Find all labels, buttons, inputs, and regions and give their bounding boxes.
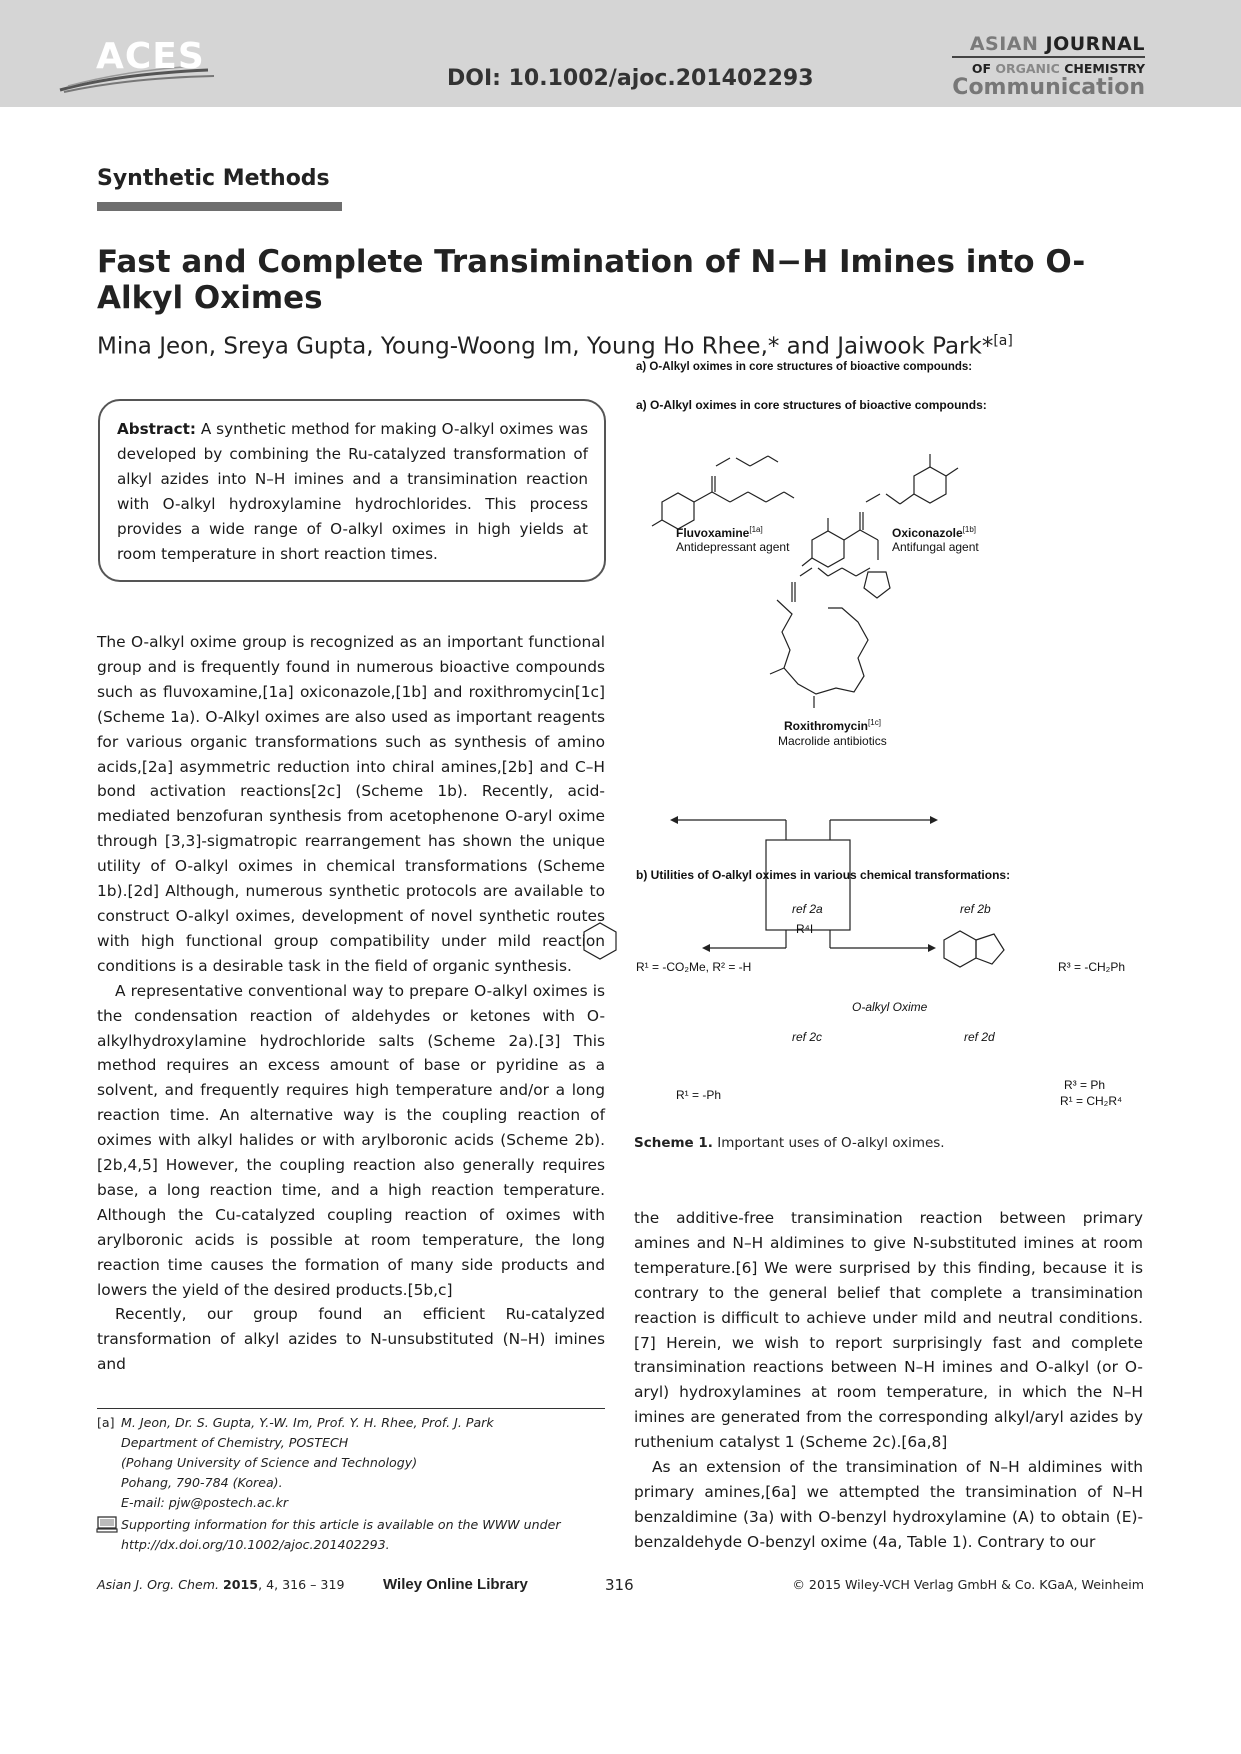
journal-word-organic: ORGANIC (995, 61, 1060, 76)
supporting-info-text: Supporting information for this article is available on the WWW under (121, 1517, 561, 1532)
authors-affiliation-mark: [a] (993, 333, 1013, 349)
scheme-labels (632, 400, 1147, 1135)
author-list (97, 333, 1013, 360)
ref-2c-condition: R¹ = -Ph (676, 1088, 722, 1102)
footnote-address: Pohang, 790-784 (Korea). (121, 1475, 283, 1490)
fluvoxamine-ref: [1a] (749, 525, 763, 534)
authors-text: Mina Jeon, Sreya Gupta, Young-Woong Im, Young Ho Rhee,* and Jaiwook Park* (97, 333, 994, 360)
journal-word-asian: ASIAN (969, 33, 1046, 55)
ref-2d-label: ref 2d (964, 1030, 995, 1044)
abstract-paragraph (117, 417, 588, 567)
body-paragraph-3: Recently, our group found an efficient Ru-catalyzed transformation of alkyl azides to N-unsubstituted (N–H) imines and (97, 1305, 605, 1374)
scheme-caption-text: Important uses of O-alkyl oximes. (712, 1135, 945, 1151)
body-paragraph-2: A representative conventional way to prepare O-alkyl oximes is the condensation reaction of aldehydes or ketones with O-alkylhydroxylamine hydrochloride salts (Scheme 2a).[3] This method requires an excess amount of base or pyridine as a solvent, and frequently requires high temperature and/or a long reaction time. An alternative way is the coupling reaction of oximes with alkyl halides or with arylboronic acids (Scheme 2b).[2b,4,5] However, the coupling reaction also generally requires base, a long reaction time, and a high reaction temperature. Although the Cu-catalyzed coupling reaction of oximes with arylboronic acids is possible at room temperature, the long reaction time causes the formation of many side products and lowers the yield of the desired products.[5b,c] (97, 981, 605, 1299)
abstract-label: Abstract: (117, 420, 197, 438)
footnote-department: Department of Chemistry, POSTECH (121, 1435, 349, 1450)
roxithromycin-use: Macrolide antibiotics (778, 734, 887, 748)
abstract-box (98, 399, 606, 582)
affiliation-footnote (97, 1413, 605, 1555)
oxiconazole-name: Oxiconazole (892, 526, 963, 540)
roxithromycin-ref: [1c] (868, 718, 881, 727)
section-label: Synthetic Methods (97, 166, 330, 191)
wiley-online-library[interactable]: Wiley Online Library (383, 1576, 528, 1593)
ref-2a-reagent: R⁴I (796, 922, 814, 936)
body-paragraph-1: The O-alkyl oxime group is recognized as an important functional group and is frequently found in numerous bioactive compounds such as fluvoxamine,[1a] oxiconazole,[1b] and roxithromycin[1c] (Scheme 1a). O-Alkyl oximes are also used as important reagents for various organic transformations such as synthesis of amino acids,[2a] asymmetric reduction into chiral amines,[2b] and C–H bond activation reactions[2c] (Scheme 1b). Recently, acid-mediated benzofuran synthesis from acetophenone O-aryl oxime through [3,3]-sigmatropic rearrangement has shown the unique utility of O-alkyl oximes in chemical transformations (Scheme 1b).[2d] Although, numerous synthetic protocols are available to construct O-alkyl oximes, development of novel synthetic routes with high functional group compatibility under mild reaction conditions is a desirable task in the field of organic synthesis. (97, 633, 605, 975)
journal-word-journal: JOURNAL (1045, 33, 1145, 55)
footer-volume-pages: , 4, 316 – 319 (258, 1577, 345, 1592)
ref-2d-condition-1: R³ = Ph (1064, 1078, 1106, 1092)
ref-2b-condition: R³ = -CH₂Ph (1058, 960, 1126, 974)
body-right-column (634, 1206, 1143, 1555)
abstract-text: A synthetic method for making O-alkyl oximes was developed by combining the Ru-catalyzed transformation of alkyl azides into N–H imines and a transimination reaction with O-alkyl hydroxylamine hydrochlorides. This process provides a wide range of O-alkyl oximes in high yields at room temperature in short reaction times. (117, 420, 588, 563)
ref-2a-label: ref 2a (792, 902, 823, 916)
journal-brand (952, 33, 1145, 100)
footnote-email[interactable]: E-mail: pjw@postech.ac.kr (121, 1495, 289, 1510)
footnote-authors: M. Jeon, Dr. S. Gupta, Y.-W. Im, Prof. Y. H. Rhee, Prof. J. Park (121, 1415, 494, 1430)
roxithromycin-name: Roxithromycin (784, 719, 869, 733)
oxiconazole-use: Antifungal agent (892, 540, 979, 554)
article-title: Fast and Complete Transimination of N−H Imines into O-Alkyl Oximes (97, 244, 1086, 316)
doi: DOI: 10.1002/ajoc.201402293 (447, 66, 814, 91)
ref-2d-condition-2: R¹ = CH₂R⁴ (1060, 1094, 1123, 1108)
aces-logo: ACES (96, 36, 205, 77)
section-divider (97, 202, 342, 211)
body-left-column (97, 630, 605, 1377)
oxime-center-label: O-alkyl Oxime (852, 1000, 928, 1014)
oxiconazole-ref: [1b] (962, 525, 977, 534)
supporting-info-link[interactable]: http://dx.doi.org/10.1002/ajoc.201402293. (121, 1537, 390, 1552)
scheme-1-caption (634, 1135, 945, 1151)
scheme-b-heading: b) Utilities of O-alkyl oximes in various chemical transformations: (636, 868, 1011, 882)
footnote-university: (Pohang University of Science and Technology) (121, 1455, 418, 1470)
fluvoxamine-use: Antidepressant agent (676, 540, 790, 554)
computer-icon (97, 1516, 117, 1533)
page-number: 316 (605, 1576, 634, 1594)
body-right-paragraph-1: the additive-free transimination reaction between primary amines and N–H aldimines to give N-substituted imines at room temperature.[6] We were surprised by this finding, because it is contrary to the general belief that complete a transimination reaction is difficult to achieve under mild and neutral conditions.[7] Herein, we wish to report surprisingly fast and complete transimination reactions between N–H imines and O-alkyl (or O-aryl) hydroxylamines at room temperature, in which the N–H imines are generated from the corresponding alkyl/aryl azides by ruthenium catalyst 1 (Scheme 2c).[6a,8] (634, 1209, 1143, 1452)
footer-citation (97, 1577, 344, 1592)
scheme-a-title: a) O-Alkyl oximes in core structures of bioactive compounds: (636, 361, 973, 373)
journal-word-of: OF (971, 61, 996, 76)
copyright: © 2015 Wiley-VCH Verlag GmbH & Co. KGaA, Weinheim (792, 1577, 1144, 1592)
scheme-caption-label: Scheme 1. (634, 1135, 713, 1151)
footnote-tag: [a] (97, 1415, 115, 1430)
article-type: Communication (952, 75, 1145, 100)
fluvoxamine-name: Fluvoxamine (676, 526, 750, 540)
journal-word-chemistry: CHEMISTRY (1059, 61, 1145, 76)
ref-2b-label: ref 2b (960, 902, 991, 916)
ref-2c-label: ref 2c (792, 1030, 823, 1044)
footer-journal-name: Asian J. Org. Chem. (97, 1577, 223, 1592)
footer-year: 2015 (223, 1577, 259, 1592)
scheme-a-heading: a) O-Alkyl oximes in core structures of bioactive compounds: (636, 398, 987, 412)
footnote-rule (97, 1408, 605, 1409)
body-right-paragraph-2: As an extension of the transimination of N–H aldimines with primary amines,[6a] we attempted the transimination of N–H benzaldimine (3a) with O-benzyl hydroxylamine (A) to obtain (E)-benzaldehyde O-benzyl oxime (4a, Table 1). Contrary to our (634, 1458, 1143, 1551)
ref-2a-condition: R¹ = -CO₂Me, R² = -H (636, 960, 752, 974)
